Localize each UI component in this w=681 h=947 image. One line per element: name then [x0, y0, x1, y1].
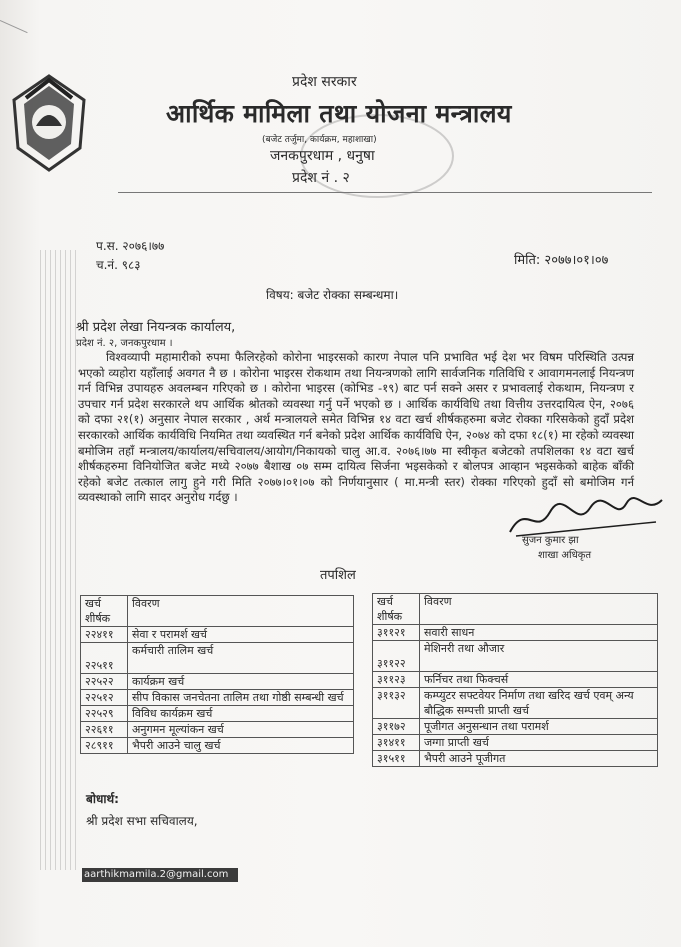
city-label: जनकपुरधाम , धनुषा: [270, 148, 375, 164]
table-row: [373, 625, 658, 641]
branch-label: (बजेट तर्जुमा, कार्यक्रम, महाशाखा): [262, 135, 377, 145]
table-row: [373, 688, 658, 719]
letter-date: मिति: २०७७।०१।०७: [514, 253, 609, 268]
table-row: [81, 643, 354, 674]
row-description: सेवा र परामर्श खर्च: [128, 627, 354, 643]
table-title: तपशिल: [320, 568, 356, 583]
row-description: पूजीगत अनुसन्धान तथा परामर्श: [420, 719, 658, 735]
email-address: aarthikmamila.2@gmail.com: [82, 868, 238, 882]
letter-body: विश्वव्यापी महामारीको रुपमा फैलिरहेको कोरोना भाइरसको कारण नेपाल पनि प्रभावित भई देश भर विषम परिस्थिति उत्पन्न भएको व्यहोरा यहाँलाई अवगत नै छ । कोरोना भाइरस रोकथाम तथा नियन्त्रणको लागि सार्वजनिक गतिविधि र आवागमनलाई नियन्त्रण गर्न विभिन्न उपायहरु अवलम्बन गरिएको छ । कोरोना भाइरस (कोभिड -१९) बाट पर्न सक्ने असर र प्रभावलाई रोकथाम, नियन्त्रण र उपचार गर्न प्रदेश सरकारले थप आर्थिक श्रोतको व्यवस्था गर्नु पर्ने भएको छ । आर्थिक कार्यविधि तथा वित्तीय उत्तरदायित्व ऐन, २०७६ को दफा २१(१) अनुसार नेपाल सरकार , अर्थ मन्त्रालयले समेत विभिन्न १४ वटा खर्च शीर्षकहरुमा बजेट रोक्का गरिसकेको हुदाँ प्रदेश सरकारको आर्थिक कार्यविधि नियमित तथा व्यवस्थित गर्न बनेको प्रदेश आर्थिक कार्यविधि ऐन, २०७४ को दफा १८(१) मा रहेको व्यवस्था बमोजिम तहाँ मन्त्रालय/कार्यालय/सचिवालय/आयोग/निकायको चालु आ.व. २०७६।७७ मा स्वीकृत बजेटको तपशिलका १४ वटा खर्च शीर्षकहरुमा विनियोजित बजेट मध्ये २०७७ बैशाख ०७ सम्म दायित्व सिर्जना भइसकेको र बोलपत्र आव्हान भइसकेको बाहेक बाँकी रहेको बजेट तत्काल लागु हुने गरी मिति २०७७।०१।०७ को निर्णयानुसार ( मा.मन्त्री स्तर) रोक्का गरिएको हुदाँ सो बमोजिम गर्न व्यवस्थाको लागि सादर अनुरोध गर्दछु ।: [78, 350, 634, 505]
row-code: ३११३२: [373, 688, 420, 719]
table-row: [81, 706, 354, 722]
header-code: खर्च शीर्षक: [373, 594, 420, 625]
row-description: अनुगमन मूल्यांकन खर्च: [128, 722, 354, 738]
row-code: ३११७२: [373, 719, 420, 735]
row-code: २२५२२: [81, 674, 128, 690]
signatory-name: सुजन कुमार झा: [522, 535, 579, 546]
row-code: ३११२२: [373, 641, 420, 672]
cc-recipient: श्री प्रदेश सभा सचिवालय,: [86, 814, 198, 828]
table-row: [81, 690, 354, 706]
budget-table-left: [80, 595, 354, 754]
row-code: ३१५११: [373, 751, 420, 767]
table-row: [373, 719, 658, 735]
row-code: ३१४११: [373, 735, 420, 751]
row-description: भैपरी आउने पूजीगत: [420, 751, 658, 767]
ministry-title: आर्थिक मामिला तथा योजना मन्त्रालय: [166, 99, 512, 128]
cc-label: बोधार्थ:: [86, 792, 119, 806]
row-code: २२५२९: [81, 706, 128, 722]
row-description: भैपरी आउने चालु खर्च: [128, 738, 354, 754]
header-description: विवरण: [420, 594, 658, 625]
binder-shadow: [40, 250, 80, 870]
table-row: [81, 674, 354, 690]
row-code: ३११२३: [373, 672, 420, 688]
row-description: जग्गा प्राप्ती खर्च: [420, 735, 658, 751]
row-description: सीप विकास जनचेतना तालिम तथा गोष्ठी सम्बन्धी खर्च: [128, 690, 354, 706]
row-description: मेशिनरी तथा औजार: [420, 641, 658, 672]
letter-subject: विषय: बजेट रोक्का सम्बन्धमा।: [266, 288, 399, 302]
table-row: [373, 672, 658, 688]
province-emblem-icon: [8, 74, 90, 172]
row-code: २२४११: [81, 627, 128, 643]
row-code: २२५११: [81, 643, 128, 674]
header-description: विवरण: [128, 596, 354, 627]
row-description: सवारी साधन: [420, 625, 658, 641]
table-row: [373, 735, 658, 751]
addressee-name: श्री प्रदेश लेखा नियन्त्रक कार्यालय,: [76, 320, 236, 335]
row-code: २२६११: [81, 722, 128, 738]
paper-crease: [0, 20, 28, 33]
govt-label: प्रदेश सरकार: [292, 74, 357, 90]
row-description: विविध कार्यक्रम खर्च: [128, 706, 354, 722]
row-description: फर्निचर तथा फिक्चर्स: [420, 672, 658, 688]
row-code: ३११२१: [373, 625, 420, 641]
signatory-title: शाखा अधिकृत: [538, 550, 592, 561]
table-header-row: [373, 594, 658, 625]
province-label: प्रदेश नं . २: [292, 170, 350, 186]
row-description: कर्मचारी तालिम खर्च: [128, 643, 354, 674]
reference-cn: च.नं. ९८३: [96, 258, 141, 272]
table-row: [373, 641, 658, 672]
table-header-row: [81, 596, 354, 627]
budget-table-right: [372, 593, 658, 767]
reference-ps: प.स. २०७६।७७: [96, 239, 165, 253]
table-row: [81, 627, 354, 643]
row-code: २८९११: [81, 738, 128, 754]
row-description: कम्प्युटर सफ्टवेयर निर्माण तथा खरिद खर्च एवम् अन्य बौद्धिक सम्पत्ती प्राप्ती खर्च: [420, 688, 658, 719]
table-row: [81, 722, 354, 738]
header-divider: [118, 192, 652, 193]
table-row: [373, 751, 658, 767]
addressee-address: प्रदेश नं. २, जनकपुरधाम ।: [76, 338, 173, 349]
row-description: कार्यक्रम खर्च: [128, 674, 354, 690]
row-code: २२५१२: [81, 690, 128, 706]
header-code: खर्च शीर्षक: [81, 596, 128, 627]
table-row: [81, 738, 354, 754]
